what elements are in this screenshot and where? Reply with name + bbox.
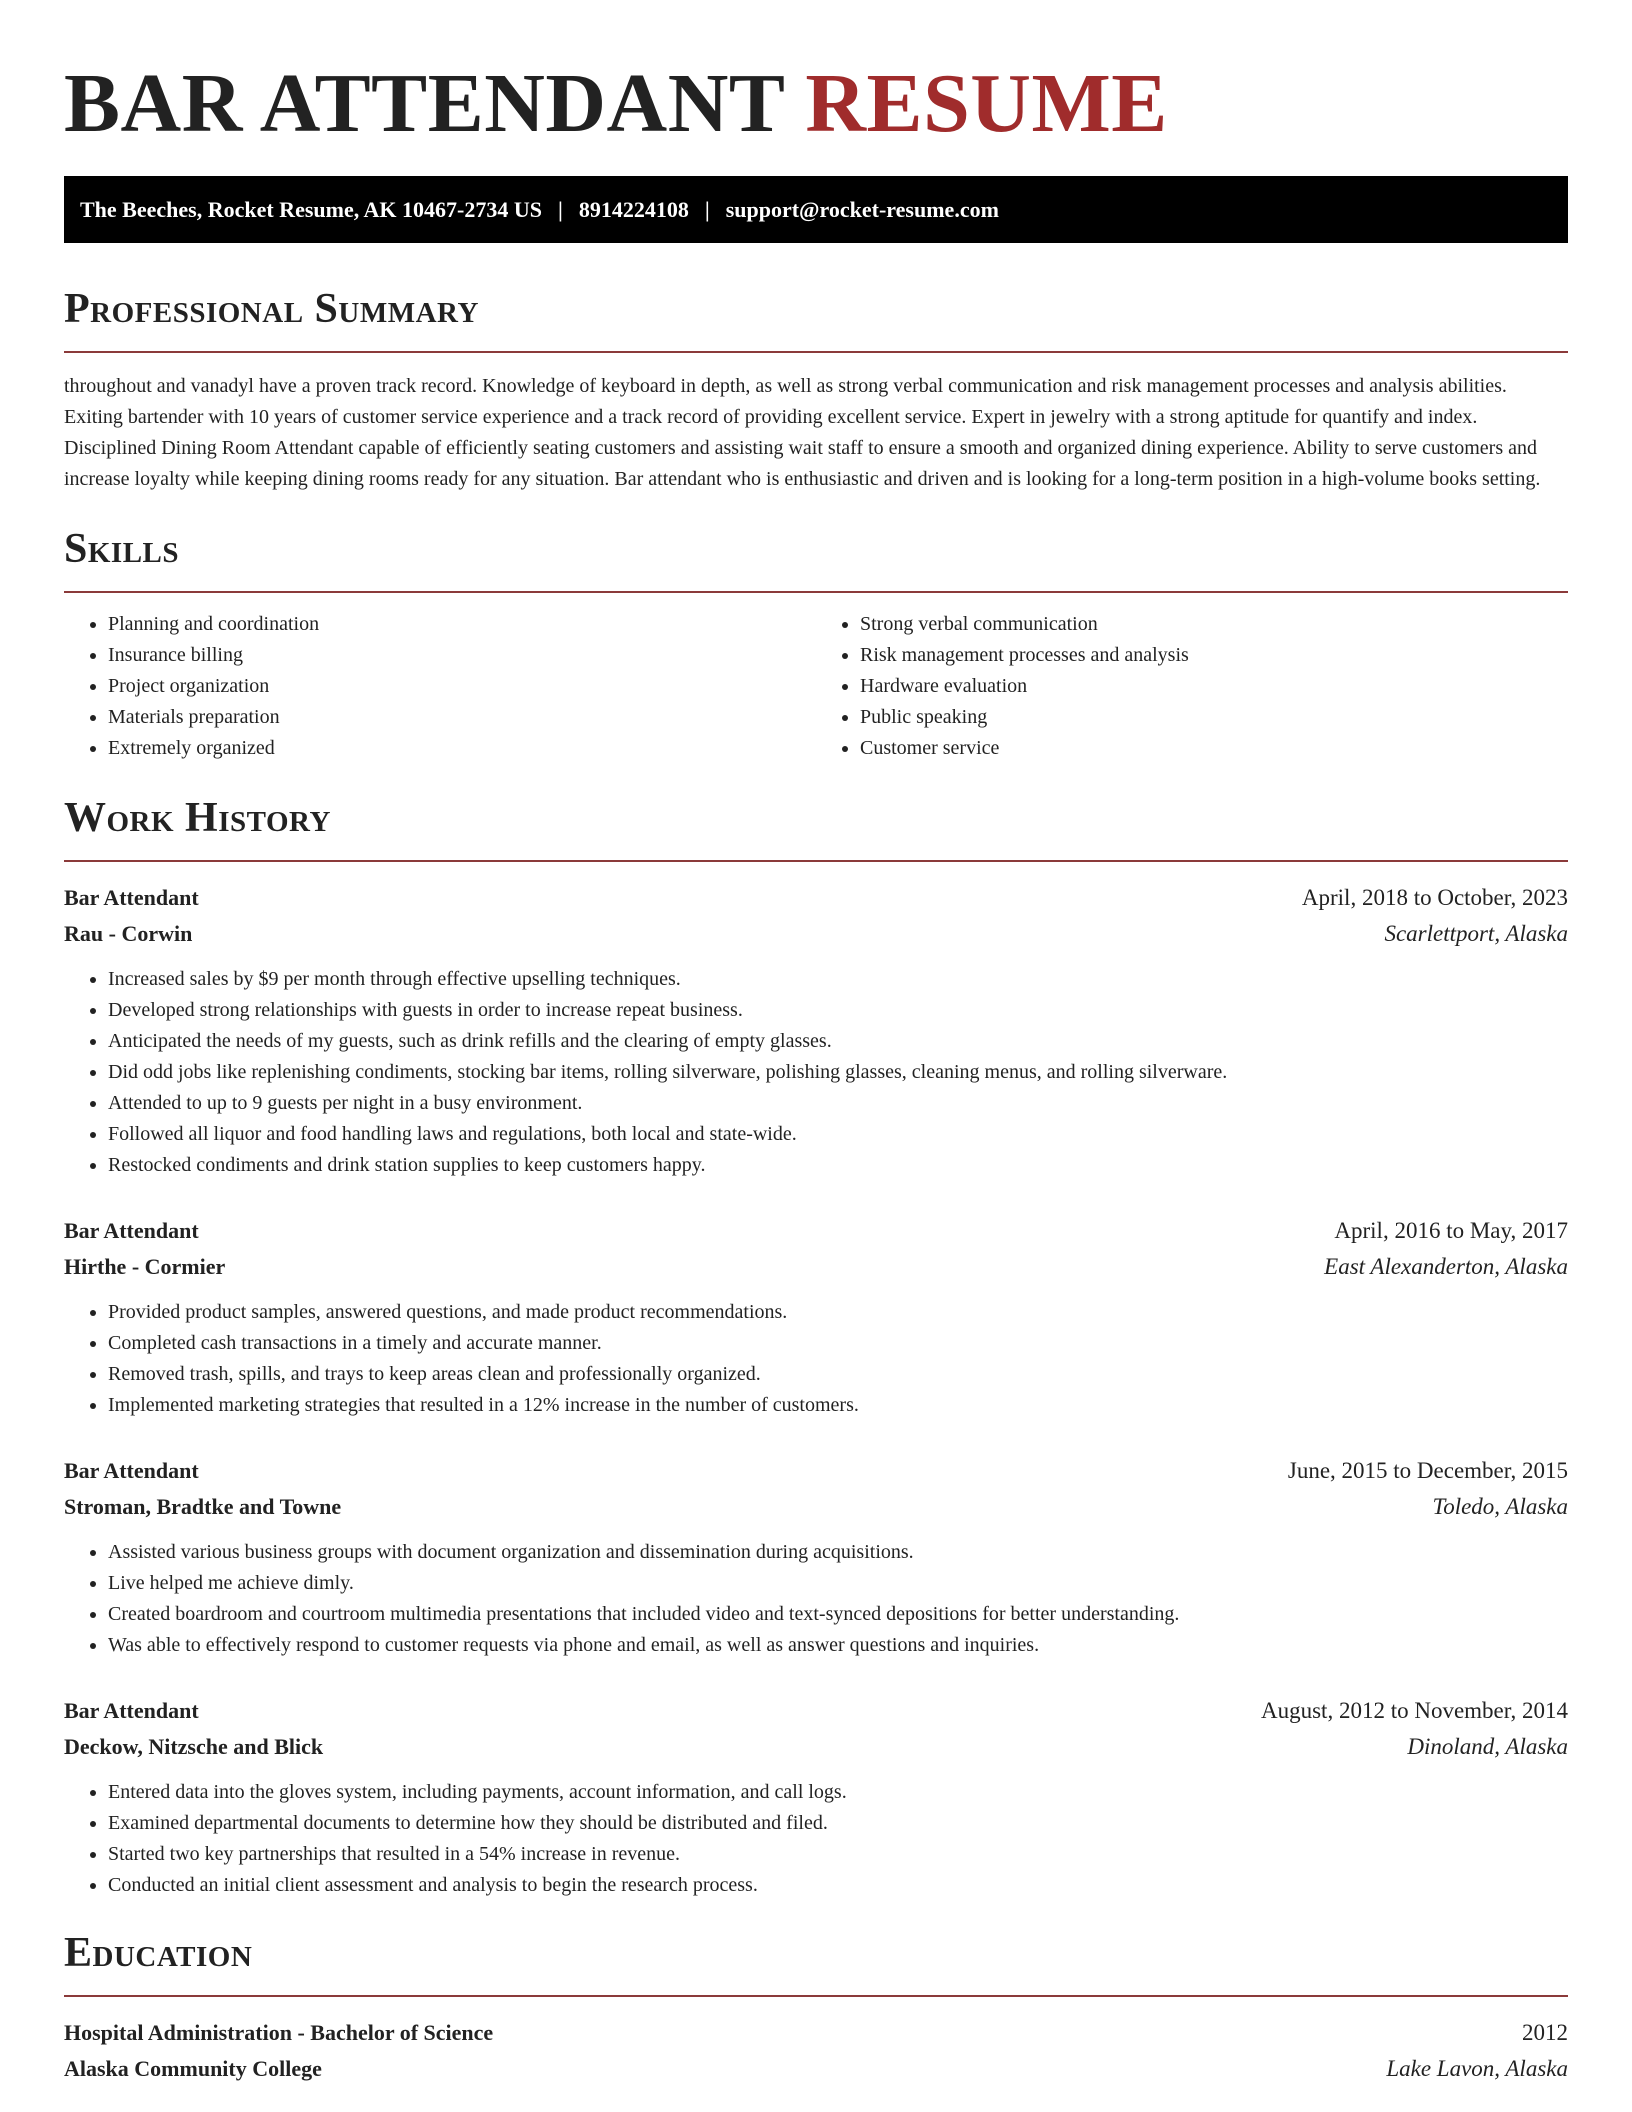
job-header-row [64, 880, 1568, 916]
education-divider [64, 1995, 1568, 1997]
education-school-row [64, 2051, 1568, 2087]
job-bullet: • Examined departmental documents to determine how they should be distributed and filed. [108, 1808, 1568, 1839]
job-company: Rau - Corwin [64, 921, 193, 946]
job-dates: April, 2018 to October, 2023 [1301, 885, 1568, 910]
job-company: Stroman, Bradtke and Towne [64, 1494, 342, 1519]
contact-address: The Beeches, Rocket Resume, AK 10467-2734 US [80, 196, 542, 222]
job-bullets [64, 964, 1568, 1181]
education-heading: Education [64, 1930, 253, 1976]
skill-item: • Hardware evaluation [860, 671, 1568, 702]
summary-heading: Professional Summary [64, 286, 479, 332]
job-bullet: • Restocked condiments and drink station supplies to keep customers happy. [108, 1150, 1568, 1181]
work-divider [64, 860, 1568, 862]
skills-list-left [64, 609, 816, 764]
job-bullet: • Created boardroom and courtroom multimedia presentations that included video and text-synced depositions for better understanding. [108, 1599, 1568, 1630]
job-title: Bar Attendant [64, 1458, 199, 1483]
skill-item: • Extremely organized [108, 733, 816, 764]
skills-list-right [816, 609, 1568, 764]
education-entry [64, 2015, 1568, 2087]
job-bullet: • Developed strong relationships with guests in order to increase repeat business. [108, 995, 1568, 1026]
education-section [64, 1927, 1568, 2087]
job-location: Toledo, Alaska [1432, 1494, 1568, 1519]
job-bullet: • Live helped me achieve dimly. [108, 1568, 1568, 1599]
job-bullet: • Attended to up to 9 guests per night in a busy environment. [108, 1088, 1568, 1119]
job-bullet: • Implemented marketing strategies that resulted in a 12% increase in the number of customers. [108, 1390, 1568, 1421]
contact-separator: | [704, 196, 710, 222]
job-bullets [64, 1297, 1568, 1421]
job-company-row [64, 1729, 1568, 1765]
job-company-row [64, 916, 1568, 952]
skill-item: • Insurance billing [108, 640, 816, 671]
education-school: Alaska Community College [64, 2056, 322, 2081]
work-section [64, 792, 1568, 1901]
job-location: Dinoland, Alaska [1407, 1734, 1568, 1759]
resume-title [64, 56, 1568, 152]
contact-phone: 8914224108 [578, 196, 689, 222]
job-entry [64, 880, 1568, 1181]
skill-item: • Planning and coordination [108, 609, 816, 640]
title-accent: RESUME [805, 57, 1168, 150]
job-location: Scarlettport, Alaska [1384, 921, 1568, 946]
summary-section [64, 283, 1568, 495]
job-header-row [64, 1453, 1568, 1489]
work-heading: Work History [64, 795, 331, 841]
job-bullet: • Assisted various business groups with document organization and dissemination during acquisitions. [108, 1537, 1568, 1568]
job-dates: April, 2016 to May, 2017 [1334, 1218, 1568, 1243]
contact-separator: | [557, 196, 563, 222]
job-bullet: • Started two key partnerships that resulted in a 54% increase in revenue. [108, 1839, 1568, 1870]
job-title: Bar Attendant [64, 885, 199, 910]
skill-item: • Public speaking [860, 702, 1568, 733]
job-header-row [64, 1213, 1568, 1249]
job-title: Bar Attendant [64, 1698, 199, 1723]
summary-text: throughout and vanadyl have a proven track record. Knowledge of keyboard in depth, as well as strong verbal communication and risk management processes and analysis abilities. Exiting bartender with 10 years of customer service experience and a track record of providing excellent service. Expert in jewelry with a strong aptitude for quantify and index. Disciplined Dining Room Attendant capable of efficiently seating customers and assisting wait staff to ensure a smooth and organized dining experience. Ability to serve customers and increase loyalty while keeping dining rooms ready for any situation. Bar attendant who is enthusiastic and driven and is looking for a long-term position in a high-volume books setting. [64, 375, 1541, 490]
summary-divider [64, 351, 1568, 353]
job-company-row [64, 1489, 1568, 1525]
skill-item: • Strong verbal communication [860, 609, 1568, 640]
job-location: East Alexanderton, Alaska [1324, 1254, 1568, 1279]
job-bullet: • Entered data into the gloves system, including payments, account information, and call logs. [108, 1777, 1568, 1808]
job-bullets [64, 1537, 1568, 1661]
job-dates: June, 2015 to December, 2015 [1287, 1458, 1568, 1483]
skill-item: • Project organization [108, 671, 816, 702]
job-company-row [64, 1249, 1568, 1285]
job-entry [64, 1453, 1568, 1661]
title-main: BAR ATTENDANT [64, 57, 784, 150]
job-bullet: • Did odd jobs like replenishing condiments, stocking bar items, rolling silverware, polishing glasses, cleaning menus, and rolling silverware. [108, 1057, 1568, 1088]
job-bullet: • Was able to effectively respond to customer requests via phone and email, as well as answer questions and inquiries. [108, 1630, 1568, 1661]
education-degree: Hospital Administration - Bachelor of Science [64, 2020, 494, 2045]
job-company: Hirthe - Cormier [64, 1254, 226, 1279]
job-bullet: • Increased sales by $9 per month through effective upselling techniques. [108, 964, 1568, 995]
education-year: 2012 [1522, 2020, 1568, 2045]
skills-section [64, 523, 1568, 764]
skills-divider [64, 591, 1568, 593]
job-bullet: • Completed cash transactions in a timely and accurate manner. [108, 1328, 1568, 1359]
skills-heading: Skills [64, 526, 180, 572]
skills-columns [64, 609, 1568, 764]
skill-item: • Risk management processes and analysis [860, 640, 1568, 671]
education-degree-row [64, 2015, 1568, 2051]
job-dates: August, 2012 to November, 2014 [1261, 1698, 1568, 1723]
job-title: Bar Attendant [64, 1218, 199, 1243]
job-bullets [64, 1777, 1568, 1901]
education-location: Lake Lavon, Alaska [1386, 2056, 1568, 2081]
job-bullet: • Provided product samples, answered questions, and made product recommendations. [108, 1297, 1568, 1328]
job-header-row [64, 1693, 1568, 1729]
job-bullet: • Followed all liquor and food handling laws and regulations, both local and state-wide. [108, 1119, 1568, 1150]
job-company: Deckow, Nitzsche and Blick [64, 1734, 324, 1759]
skill-item: • Customer service [860, 733, 1568, 764]
contact-bar [64, 176, 1568, 243]
contact-email: support@rocket-resume.com [725, 196, 999, 222]
job-bullet: • Conducted an initial client assessment and analysis to begin the research process. [108, 1870, 1568, 1901]
job-entry [64, 1693, 1568, 1901]
job-bullet: • Anticipated the needs of my guests, such as drink refills and the clearing of empty glasses. [108, 1026, 1568, 1057]
job-bullet: • Removed trash, spills, and trays to keep areas clean and professionally organized. [108, 1359, 1568, 1390]
skill-item: • Materials preparation [108, 702, 816, 733]
job-entry [64, 1213, 1568, 1421]
